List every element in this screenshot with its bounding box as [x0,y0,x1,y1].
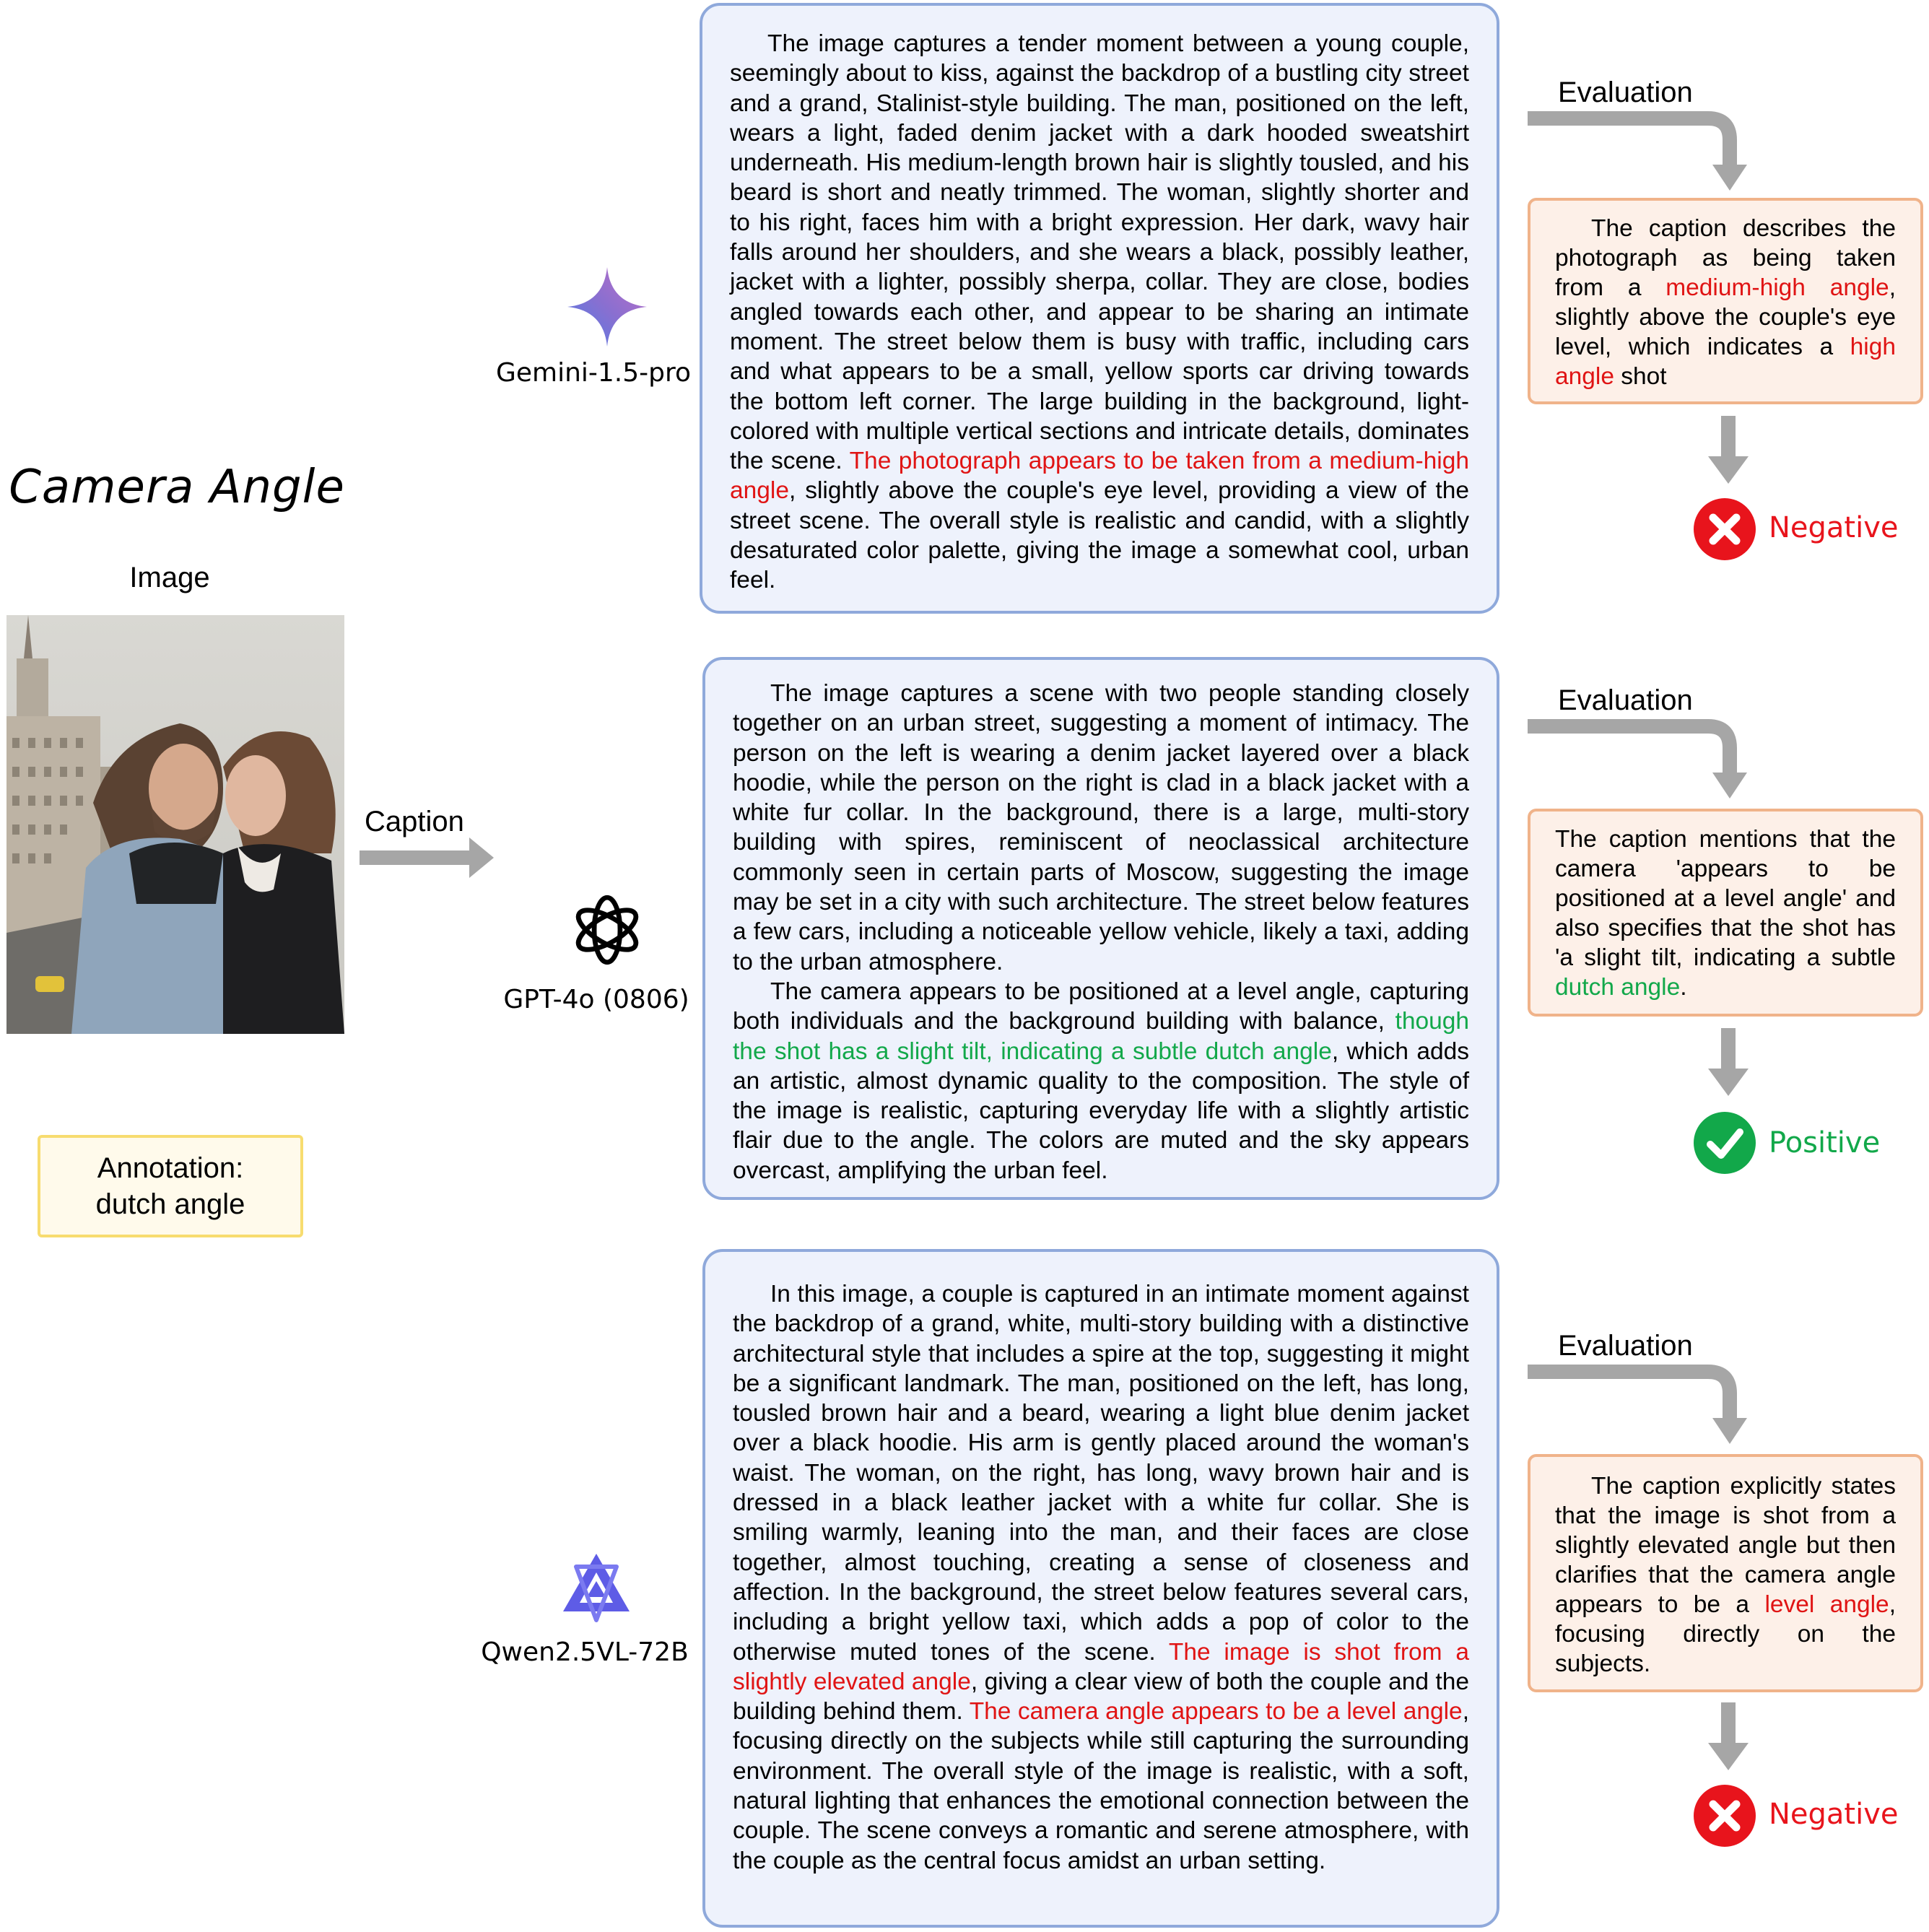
caption-box-qwen [702,1249,1499,1928]
text-segment: The camera appears to be positioned at a level angle, capturing both individuals and the background building with balance, [733,978,1469,1035]
red-highlight: medium-high angle [1665,274,1889,301]
annotation-value: dutch angle [95,1188,245,1220]
check-icon [1694,1112,1756,1174]
down-arrow-3 [1708,1702,1749,1772]
text-segment: The caption describes the photograph as being taken from a [1555,215,1896,301]
figure-title: Camera Angle [9,461,345,514]
caption-text-gemini [730,29,1469,596]
evaluation-label-1: Evaluation [1558,77,1693,108]
cross-icon [1694,1785,1756,1847]
caption-paragraph [733,679,1469,977]
evaluation-text-3 [1555,1471,1896,1679]
evaluation-label-3: Evaluation [1558,1330,1693,1362]
couple-photo [6,615,344,1034]
red-highlight: level angle [1764,1591,1889,1618]
annotation-box [38,1135,303,1237]
caption-box-gpt4o [702,657,1499,1200]
caption-box-gemini [700,3,1499,614]
text-segment: The caption explicitly states that the image is shot from a slightly elevated angle but then clarifies that the camera angle appears to be a [1555,1473,1896,1618]
caption-paragraph [733,977,1469,1185]
evaluation-box-3 [1528,1454,1923,1692]
evaluation-box-2 [1528,809,1923,1017]
red-highlight: The image is shot from a slightly elevated angle [733,1638,1469,1695]
red-highlight: The camera angle appears to be a level angle [969,1698,1463,1726]
model-name-gpt4o: GPT-4o (0806) [503,985,689,1014]
evaluation-arrow-1 [1528,105,1751,192]
text-segment: shot [1614,363,1667,390]
caption-label: Caption [365,806,464,837]
red-highlight: high angle [1555,334,1896,390]
evaluation-text-1 [1555,214,1896,391]
evaluation-arrow-2 [1528,713,1751,800]
green-highlight: though the shot has a slight tilt, indicating a subtle dutch angle [733,1008,1469,1065]
verdict-label-2: Positive [1769,1126,1881,1159]
annotation-title: Annotation: [97,1152,244,1184]
gemini-sparkle-icon [567,267,647,347]
text-segment: The caption mentions that the camera 'appears to be positioned at a level angle' and also specifies that the shot has 'a slight tilt, indicating a subtle [1555,826,1896,971]
text-segment: , giving a clear view of both the couple and the building behind them. [733,1668,1469,1726]
evaluation-label-2: Evaluation [1558,684,1693,716]
caption-arrow [360,837,497,878]
text-segment: The image captures a tender moment between a young couple, seemingly about to kiss, against the backdrop of a bustling city street and a grand, Stalinist-style building. The man, positioned on the left, wears a light, faded denim jacket with a dark hooded sweatshirt underneath. His medium-length brown hair is slightly tousled, and his beard is short and neatly trimmed. The woman, slightly shorter and to his right, faces him with a bright expression. Her dark, wavy hair falls around her shoulders, and she wears a black, possibly leather, jacket with a lighter, possibly sherpa, collar. They are close, bodies angled towards each other, and appear to be sharing an intimate moment. The street below them is busy with traffic, including cars and what appears to be a small, yellow sports car driving towards the bottom left corner. The large building in the background, light-colored with multiple vertical sections and intricate details, dominates the scene. [730,30,1469,475]
text-segment: The image captures a scene with two people standing closely together on an urban street, suggesting a moment of intimacy. The person on the left is wearing a denim jacket layered over a black hoodie, while the person on the right is clad in a black jacket with a white fur collar. In the background, there is a large, multi-story building with spires, reminiscent of neoclassical architecture commonly seen in certain parts of Moscow, suggesting the image may be set in a city with such architecture. The street below features a few cars, including a noticeable yellow vehicle, likely a taxi, adding to the urban atmosphere. [733,680,1469,975]
image-label: Image [129,562,210,593]
down-arrow-1 [1708,416,1749,485]
evaluation-box-1 [1528,198,1923,404]
caption-text-gpt4o [733,679,1469,1185]
openai-logo-icon [567,889,648,970]
text-segment: . [1680,974,1687,1001]
down-arrow-2 [1708,1028,1749,1097]
evaluation-text-2 [1555,824,1896,1002]
cross-icon [1694,498,1756,560]
text-segment: , focusing directly on the subjects while still capturing the surrounding environment. The overall style of the image is realistic, with a soft, natural lighting that enhances the emotional connection between the couple. The scene conveys a romantic and serene atmosphere, with the couple as the central focus amidst an urban setting. [733,1698,1469,1874]
qwen-logo-icon [560,1551,632,1623]
text-segment: , which adds an artistic, almost dynamic quality to the composition. The style of the image is realistic, capturing everyday life with a slightly artistic flair due to the angle. The colors are muted and the sky appears overcast, amplifying the urban feel. [733,1037,1469,1184]
green-highlight: dutch angle [1555,974,1681,1001]
text-segment: , slightly above the couple's eye level, which indicates a [1555,274,1896,360]
model-name-gemini: Gemini-1.5-pro [495,358,692,388]
red-highlight: The photograph appears to be taken from a medium-high angle [730,448,1469,505]
verdict-label-1: Negative [1769,511,1899,544]
caption-text-qwen [733,1279,1469,1876]
evaluation-arrow-3 [1528,1359,1751,1445]
text-segment: , focusing directly on the subjects. [1555,1591,1896,1677]
text-segment: , slightly above the couple's eye level, providing a view of the street scene. The overall style is realistic and candid, with a slightly desaturated color palette, giving the image a somewhat cool, urban feel. [730,477,1469,594]
verdict-label-3: Negative [1769,1798,1899,1831]
text-segment: In this image, a couple is captured in an intimate moment against the backdrop of a grand, white, multi-story building with a distinctive architectural style that includes a spire at the top, suggesting it might be a significant landmark. The man, positioned on the left, has long, tousled brown hair and a beard, wearing a light blue denim jacket over a black hoodie. His arm is gently placed around the woman's waist. The woman, on the right, has long, wavy brown hair and is dressed in a black leather jacket with a white fur collar. She is smiling warmly, leaning into the man, and their faces are close together, almost touching, creating a sense of closeness and affection. In the background, the street below features several cars, including a bright yellow taxi, which adds a pop of color to the otherwise muted tones of the scene. [733,1281,1469,1666]
model-name-qwen: Qwen2.5VL-72B [481,1637,689,1667]
